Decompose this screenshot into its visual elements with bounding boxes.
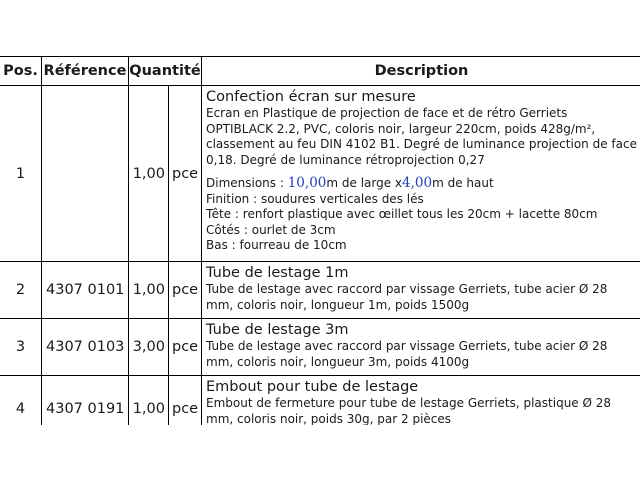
row-pos: 1 — [0, 86, 42, 262]
row-description — [202, 86, 640, 262]
row-quantity: 1,00 — [129, 86, 169, 262]
row-unit: pce — [169, 376, 202, 426]
item-title: Embout pour tube de lestage — [206, 379, 419, 395]
item-detail: Finition : soudures verticales des lés — [206, 191, 424, 206]
row-pos: 2 — [0, 262, 42, 319]
row-reference: 4307 0101 — [42, 262, 129, 319]
header-quantity: Quantité — [129, 57, 202, 86]
item-detail: Côtés : ourlet de 3cm — [206, 222, 336, 237]
row-unit: pce — [169, 262, 202, 319]
quote-table-viewport — [0, 56, 640, 425]
item-title: Confection écran sur mesure — [206, 89, 416, 105]
row-description — [202, 262, 640, 319]
row-unit: pce — [169, 319, 202, 376]
dimensions-mid-text: m de large x — [326, 176, 403, 190]
dimension-height-value: 4,00 — [402, 175, 433, 191]
row-unit: pce — [169, 86, 202, 262]
item-dimensions — [206, 176, 637, 192]
row-quantity: 1,00 — [129, 376, 169, 426]
dimensions-label: Dimensions : — [206, 176, 288, 190]
header-description: Description — [202, 57, 640, 86]
item-body: Embout de fermeture pour tube de lestage Gerriets, plastique Ø 28 mm, coloris noir, poids 30g, par 2 pièces — [206, 396, 612, 425]
row-reference: 4307 0103 — [42, 319, 129, 376]
item-title: Tube de lestage 3m — [206, 322, 349, 338]
row-reference: 4307 0191 — [42, 376, 129, 426]
dimensions-end-text: m de haut — [432, 176, 494, 190]
quote-table — [0, 56, 640, 425]
dimension-width-value: 10,00 — [287, 175, 327, 191]
header-pos: Pos. — [0, 57, 42, 86]
row-description — [202, 319, 640, 376]
table-row — [0, 376, 640, 426]
item-body: Tube de lestage avec raccord par vissage Gerriets, tube acier Ø 28 mm, coloris noir, longueur 1m, poids 1500g — [206, 282, 608, 312]
item-detail: Tête : renfort plastique avec œillet tous les 20cm + lacette 80cm — [206, 207, 598, 221]
row-pos: 4 — [0, 376, 42, 426]
row-quantity: 1,00 — [129, 262, 169, 319]
item-detail: Bas : fourreau de 10cm — [206, 238, 347, 252]
row-reference — [42, 86, 129, 262]
table-row — [0, 262, 640, 319]
item-title: Tube de lestage 1m — [206, 265, 349, 281]
row-description — [202, 376, 640, 426]
table-row — [0, 319, 640, 376]
header-reference: Référence — [42, 57, 129, 86]
row-quantity: 3,00 — [129, 319, 169, 376]
item-body: Tube de lestage avec raccord par vissage Gerriets, tube acier Ø 28 mm, coloris noir, longueur 3m, poids 4100g — [206, 339, 608, 369]
table-row — [0, 86, 640, 262]
table-header-row — [0, 57, 640, 86]
item-body: Ecran en Plastique de projection de face et de rétro Gerriets OPTIBLACK 2.2, PVC, coloris noir, largeur 220cm, poids 428g/m², classement au feu DIN 4102 B1. Degré de luminance projection de face 0,18. Degré de luminance rétroprojection 0,27 — [206, 106, 637, 167]
row-pos: 3 — [0, 319, 42, 376]
